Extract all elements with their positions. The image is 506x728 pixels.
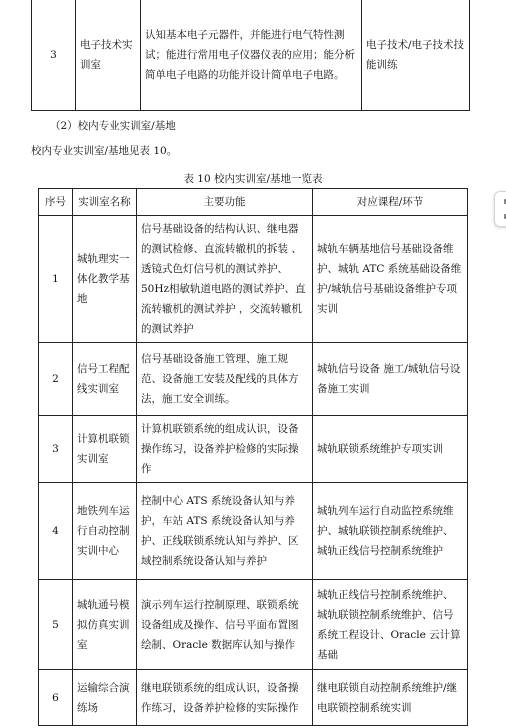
lab-name: 电子技术实训室	[76, 0, 141, 111]
lab-name: 运输综合演练场	[73, 670, 137, 726]
header-name: 实训室名称	[73, 189, 137, 216]
main-function: 信号基础设备施工管理、施工规范、设备施工安装及配线的具体方法，施工安全训练。	[137, 343, 313, 416]
row-number: 4	[39, 483, 73, 580]
table-row	[39, 670, 468, 726]
course: 城轨联锁系统维护专项实训	[313, 416, 468, 483]
course: 城轨信号设备 施工/城轨信号设备施工实训	[313, 343, 468, 416]
lab-name: 地铁列车运行自动控制实训中心	[73, 483, 137, 580]
main-function: 信号基础设备的结构认识、继电器的测试检修、直流转辙机的拆装 、透镜式色灯信号机的测试养护、50Hz相敏轨道电路的测试养护、直流转辙机的测试养护 ，交流转辙机的测试养护	[137, 216, 313, 343]
lab-name: 城轨通号模拟仿真实训室	[73, 580, 137, 670]
table-row	[39, 416, 468, 483]
row-number: 3	[39, 416, 73, 483]
table-row	[39, 483, 468, 580]
header-function: 主要功能	[137, 189, 313, 216]
main-function: 继电联锁系统的组成认识，设备操作练习，设备养护检修的实际操作	[137, 670, 313, 726]
course: 城轨正线信号控制系统维护、城轨联锁控制系统维护、信号系统工程设计、Oracle 云计算基础	[313, 580, 468, 670]
lab-table	[38, 188, 468, 726]
row-number: 6	[39, 670, 73, 726]
top-table	[31, 0, 470, 111]
row-number: 2	[39, 343, 73, 416]
row-number: 5	[39, 580, 73, 670]
table-row	[39, 580, 468, 670]
section-heading: （2）校内专业实训室/基地	[50, 120, 176, 132]
header-number: 序号	[39, 189, 73, 216]
lab-name: 信号工程配线实训室	[73, 343, 137, 416]
course: 城轨车辆基地信号基础设备维护、城轨 ATC 系统基础设备维护/城轨信号基础设备维护专项实训	[313, 216, 468, 343]
course: 电子技术/电子技术技能训练	[362, 0, 470, 111]
lab-name: 计算机联锁实训室	[73, 416, 137, 483]
course: 继电联锁自动控制系统维护/继电联锁控制系统实训	[313, 670, 468, 726]
table-caption: 表 10 校内实训室/基地一览表	[183, 173, 323, 185]
lab-name: 城轨理实一体化教学基地	[73, 216, 137, 343]
table-row	[32, 0, 470, 111]
main-function: 计算机联锁系统的组成认识，设备操作练习，设备养护检修的实际操作	[137, 416, 313, 483]
table-scan-button[interactable]	[494, 191, 506, 227]
table-row	[39, 216, 468, 343]
row-number: 1	[39, 216, 73, 343]
table-row	[39, 343, 468, 416]
intro-paragraph: 校内专业实训室/基地见表 10。	[31, 145, 178, 157]
row-number: 3	[32, 0, 76, 111]
course: 城轨列车运行自动监控系统维护、城轨联锁控制系统维护、城轨正线信号控制系统维护	[313, 483, 468, 580]
main-function: 控制中心 ATS 系统设备认知与养护，车站 ATS 系统设备认知与养护、正线联锁系统认知与养护、区域控制系统设备认知与养护	[137, 483, 313, 580]
table-header-row	[39, 189, 468, 216]
main-function: 认知基本电子元器件，并能进行电气特性测试；能进行常用电子仪器仪表的应用；能分析简单电子电路的功能并设计简单电子电路。	[141, 0, 362, 111]
main-function: 演示列车运行控制原理、联锁系统设备组成及操作、信号平面布置图绘制、Oracle 数据库认知与操作	[137, 580, 313, 670]
header-course: 对应课程/环节	[313, 189, 468, 216]
